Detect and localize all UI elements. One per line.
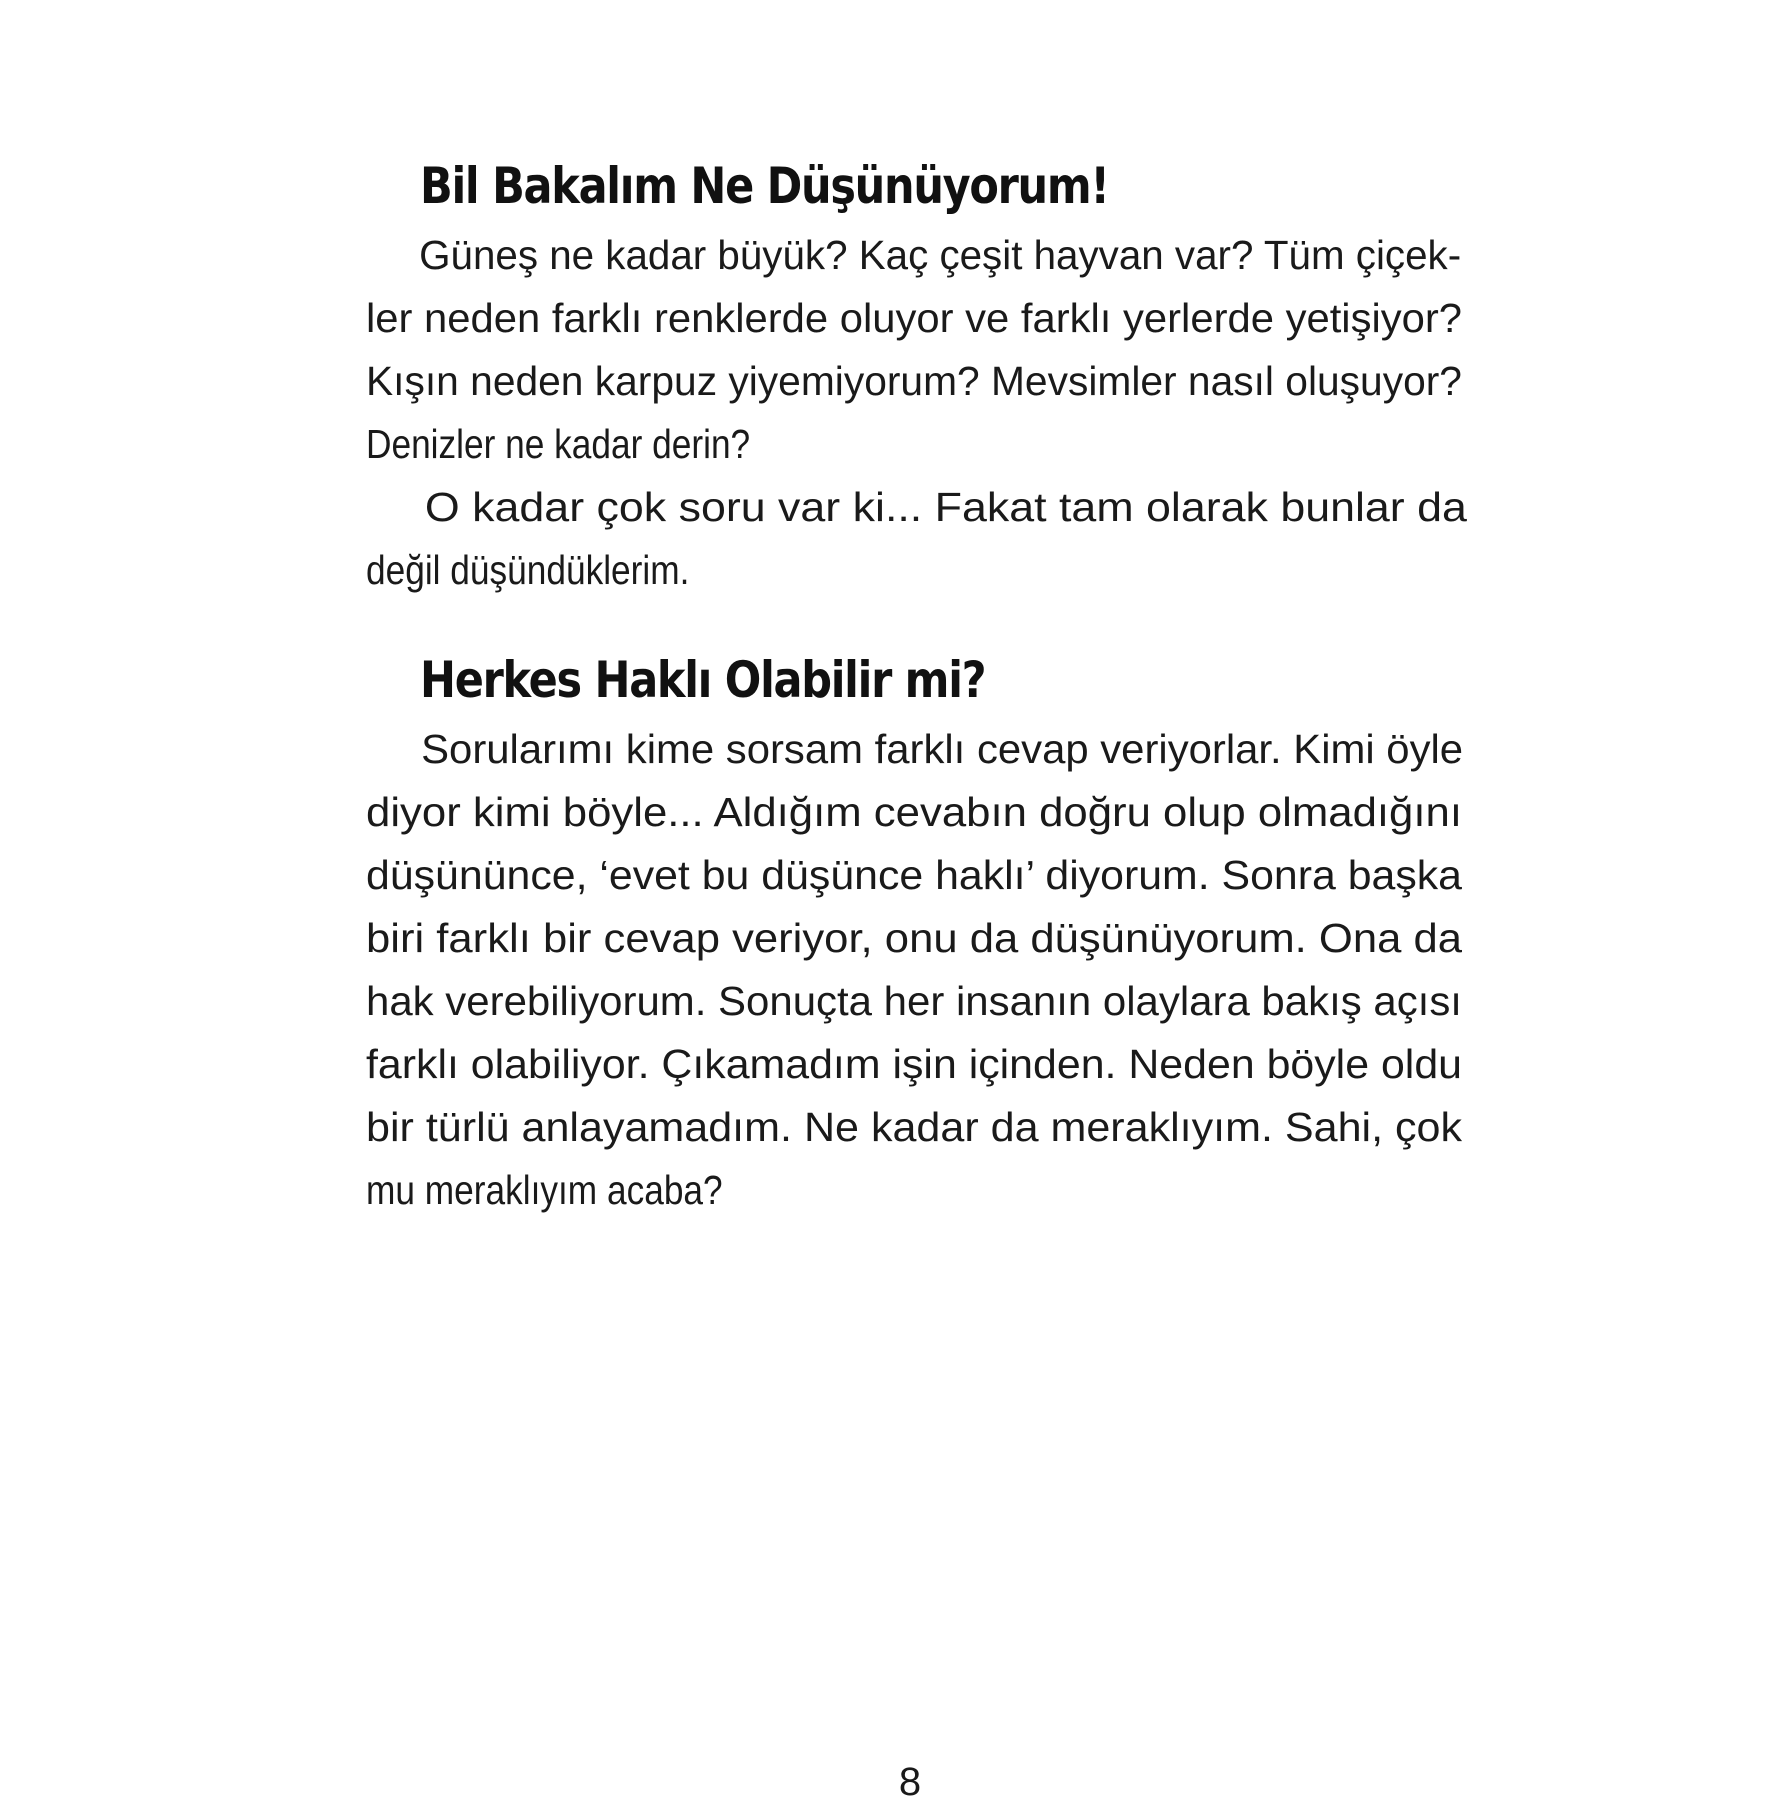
section-body-1 — [366, 224, 1467, 602]
body-line: ler neden farklı renklerde oluyor ve farklı yerlerde yetişiyor? — [366, 295, 1463, 341]
body-line: düşününce, ‘evet bu düşünce haklı’ diyorum. Sonra başka — [366, 852, 1462, 898]
body-line: diyor kimi böyle... Aldığım cevabın doğru olup olmadığını — [366, 789, 1462, 835]
body-line: Güneş ne kadar büyük? Kaç çeşit hayvan var? Tüm çiçek- — [419, 232, 1462, 278]
body-line: biri farklı bir cevap veriyor, onu da düşünüyorum. Ona da — [366, 915, 1463, 961]
body-line: Denizler ne kadar derin? — [366, 421, 751, 467]
section-body-2 — [366, 718, 1462, 1222]
body-line: bir türlü anlayamadım. Ne kadar da meraklıyım. Sahi, çok — [366, 1104, 1463, 1150]
body-line: mu meraklıyım acaba? — [366, 1167, 723, 1213]
body-line: Kışın neden karpuz yiyemiyorum? Mevsimler nasıl oluşuyor? — [366, 358, 1462, 404]
section-heading-1: Bil Bakalım Ne Düşünüyorum! — [420, 157, 1109, 215]
body-line: değil düşündüklerim. — [366, 547, 690, 593]
body-line: Sorularımı kime sorsam farklı cevap veriyorlar. Kimi öyle — [421, 726, 1464, 772]
body-line: O kadar çok soru var ki... Fakat tam olarak bunlar da — [424, 484, 1467, 530]
text-column — [366, 156, 1467, 1222]
body-line: hak verebiliyorum. Sonuçta her insanın olaylara bakış açısı — [366, 978, 1462, 1024]
body-line: farklı olabiliyor. Çıkamadım işin içinden. Neden böyle oldu — [366, 1041, 1463, 1087]
page-number: 8 — [898, 1760, 922, 1804]
section-heading-2: Herkes Haklı Olabilir mi? — [420, 651, 986, 709]
